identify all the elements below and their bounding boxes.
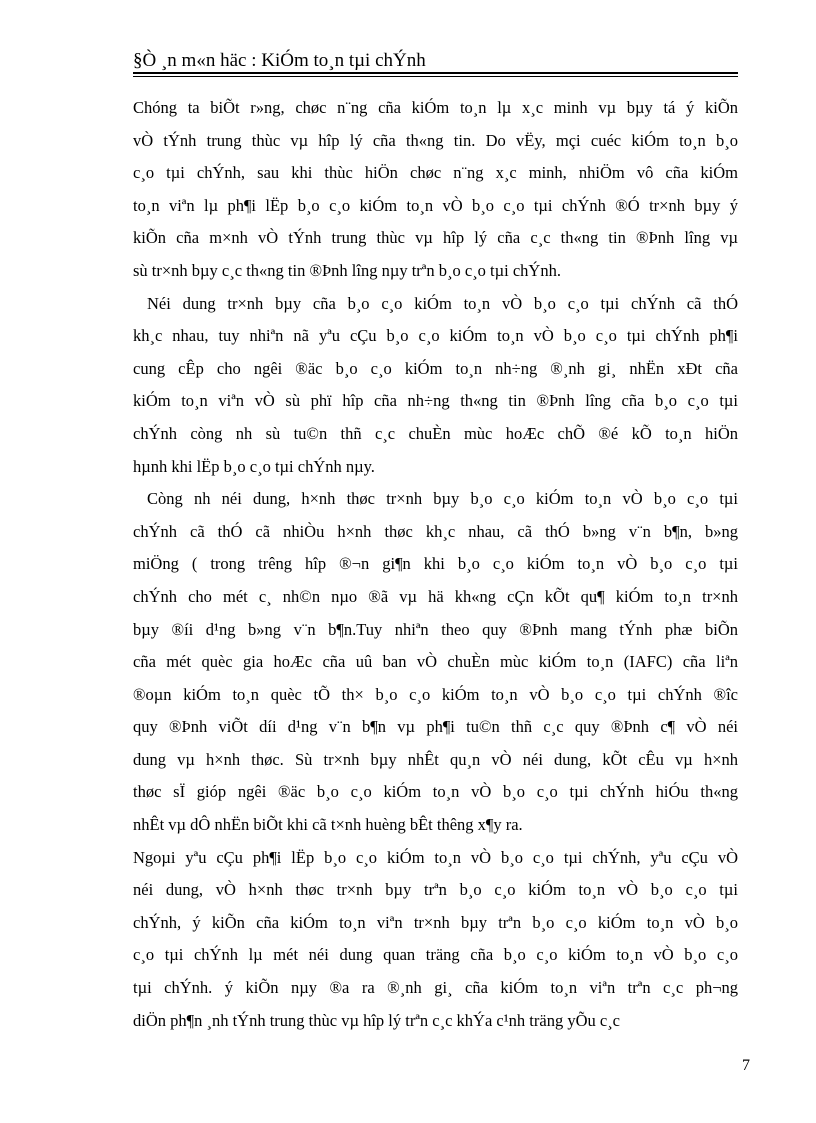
text-line: cña mét quèc gia hoÆc cña uû ban vÒ chuÈn mùc kiÓm to¸n (IAFC) cña liªn	[133, 652, 738, 672]
text-line: nhÊt vµ dÔ nhËn biÕt khi cã t×nh huèng bÊt thêng x¶y ra.	[133, 815, 523, 835]
text-line: diÖn ph¶n ¸nh tÝnh trung thùc vµ hîp lý trªn c¸c khÝa c¹nh träng yÕu c¸c	[133, 1010, 620, 1030]
text-line: c¸o tµi chÝnh lµ mét néi dung quan träng cña b¸o c¸o kiÓm to¸n vÒ b¸o c¸o	[133, 945, 738, 965]
text-line: vÒ tÝnh trung thùc vµ hîp lý cña th«ng tin. Do vËy, mçi cuéc kiÓm to¸n b¸o	[133, 130, 738, 150]
text-line: chÝnh còng nh sù tu©n thñ c¸c chuÈn mùc hoÆc chÕ ®é kÕ to¸n hiÖn	[133, 423, 738, 443]
paragraph	[133, 842, 738, 1038]
paragraph	[133, 92, 738, 288]
page-header-title: §Ò ¸n m«n häc : KiÓm to¸n tµi chÝnh	[133, 50, 426, 71]
text-line: miÖng ( trong trêng hîp ®¬n gi¶n khi b¸o c¸o kiÓm to¸n vÒ b¸o c¸o tµi	[133, 554, 738, 574]
text-line: kiÓm to¸n viªn vÒ sù phï hîp cña nh÷ng th«ng tin ®Þnh lîng cña b¸o c¸o tµi	[133, 391, 738, 411]
text-line: kh¸c nhau, tuy nhiªn nã yªu cÇu b¸o c¸o kiÓm to¸n vÒ b¸o c¸o tµi chÝnh ph¶i	[133, 326, 738, 346]
text-line: Néi dung tr×nh bµy cña b¸o c¸o kiÓm to¸n vÒ b¸o c¸o tµi chÝnh cã thÓ	[147, 293, 738, 313]
text-line: Còng nh néi dung, h×nh thøc tr×nh bµy b¸o c¸o kiÓm to¸n vÒ b¸o c¸o tµi	[147, 489, 738, 509]
text-line: kiÕn cña m×nh vÒ tÝnh trung thùc vµ hîp lý cña c¸c th«ng tin ®Þnh lîng vµ	[133, 228, 738, 248]
text-line: thøc sÏ gióp ngêi ®äc b¸o c¸o kiÓm to¸n vÒ b¸o c¸o tµi chÝnh hiÓu th«ng	[133, 782, 738, 802]
text-line: c¸o tµi chÝnh, sau khi thùc hiÖn chøc n¨ng x¸c minh, nhiÖm vô cña kiÓm	[133, 163, 738, 183]
body-text	[133, 92, 738, 1037]
text-line: Chóng ta biÕt r»ng, chøc n¨ng cña kiÓm to¸n lµ x¸c minh vµ bµy tá ý kiÕn	[133, 98, 738, 117]
text-line: tµi chÝnh. ý kiÕn nµy ®a ra ®¸nh gi¸ cña kiÓm to¸n viªn trªn c¸c ph¬ng	[133, 978, 738, 998]
text-line: chÝnh, ý kiÕn cña kiÓm to¸n viªn tr×nh bµy trªn b¸o c¸o kiÓm to¸n vÒ b¸o	[133, 912, 738, 932]
header-rule-thin	[133, 76, 738, 77]
text-line: dung vµ h×nh thøc. Sù tr×nh bµy nhÊt qu¸n vÒ néi dung, kÕt cÊu vµ h×nh	[133, 749, 738, 769]
text-line: bµy ®íi d¹ng b»ng v¨n b¶n.Tuy nhiªn theo quy ®Þnh mang tÝnh phæ biÕn	[133, 619, 738, 639]
text-line: Ngoµi yªu cÇu ph¶i lËp b¸o c¸o kiÓm to¸n vÒ b¸o c¸o tµi chÝnh, yªu cÇu vÒ	[133, 847, 738, 867]
text-line: chÝnh cã thÓ cã nhiÒu h×nh thøc kh¸c nhau, cã thÓ b»ng v¨n b¶n, b»ng	[133, 521, 738, 541]
paragraph	[133, 288, 738, 484]
header-rule-thick	[133, 72, 738, 74]
text-line: ®oµn kiÓm to¸n quèc tÕ th× b¸o c¸o kiÓm to¸n vÒ b¸o c¸o tµi chÝnh ®îc	[133, 684, 738, 704]
text-line: to¸n viªn lµ ph¶i lËp b¸o c¸o kiÓm to¸n vÒ b¸o c¸o tµi chÝnh ®Ó tr×nh bµy ý	[133, 195, 738, 215]
text-line: hµnh khi lËp b¸o c¸o tµi chÝnh nµy.	[133, 456, 375, 476]
text-line: chÝnh cho mét c¸ nh©n nµo ®ã vµ hä kh«ng cÇn kÕt qu¶ kiÓm to¸n tr×nh	[133, 586, 738, 606]
paragraph	[133, 483, 738, 842]
page-number: 7	[742, 1057, 750, 1074]
text-line: quy ®Þnh viÕt díi d¹ng v¨n b¶n vµ ph¶i tu©n thñ c¸c quy ®Þnh c¶ vÒ néi	[133, 717, 738, 737]
text-line: sù tr×nh bµy c¸c th«ng tin ®Þnh lîng nµy trªn b¸o c¸o tµi chÝnh.	[133, 260, 561, 280]
text-line: néi dung, vÒ h×nh thøc tr×nh bµy trªn b¸o c¸o kiÓm to¸n vÒ b¸o c¸o tµi	[133, 880, 738, 900]
text-line: cung cÊp cho ngêi ®äc b¸o c¸o kiÓm to¸n nh÷ng ®¸nh gi¸ nhËn xÐt cña	[133, 358, 738, 378]
